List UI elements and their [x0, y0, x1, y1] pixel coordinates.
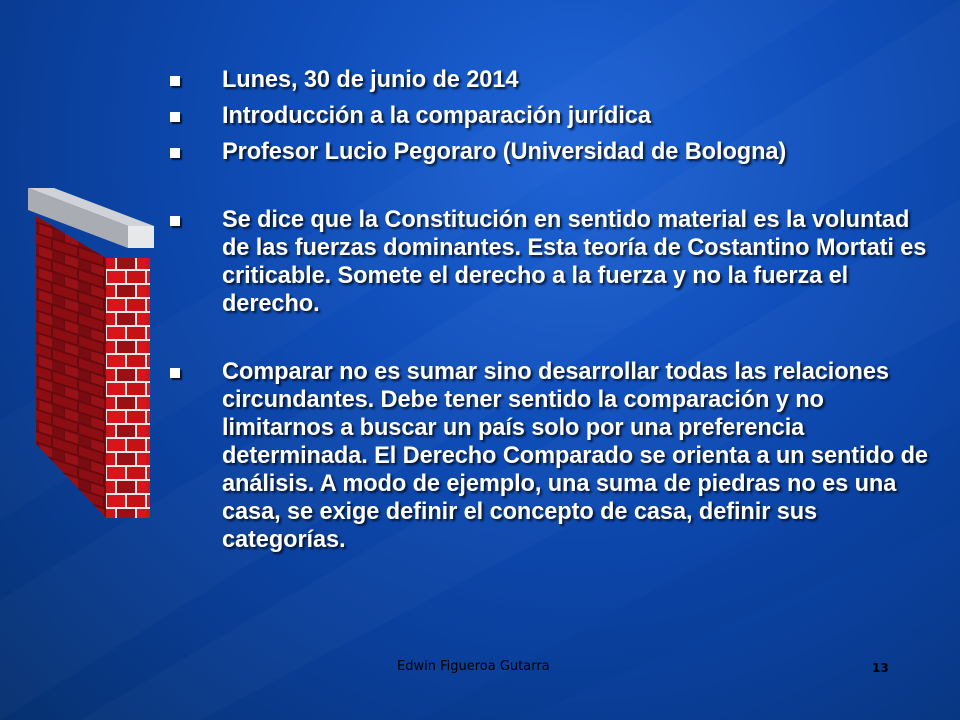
square-bullet-icon: [170, 368, 180, 378]
bullet-text: Profesor Lucio Pegoraro (Universidad de Bologna): [222, 139, 787, 165]
bullet-comparison: [170, 358, 940, 554]
bullet-constitution: [170, 206, 940, 318]
square-bullet-icon: [170, 216, 180, 226]
slide-number: 13: [872, 661, 889, 675]
bullet-date: [170, 66, 940, 94]
brick-wall-image: [26, 186, 156, 526]
bullet-text: Comparar no es sumar sino desarrollar todas las relaciones circundantes. Debe tener sentido la comparación y no limitarnos a buscar un país solo por una preferencia determinada. El Derecho Comparado se orienta a un sentido de análisis. A modo de ejemplo, una suma de piedras no es una casa, se exige definir el concepto de casa, definir sus categorías.: [222, 359, 928, 553]
bullet-text: Lunes, 30 de junio de 2014: [222, 67, 519, 93]
square-bullet-icon: [170, 76, 180, 86]
bullet-list: [170, 66, 940, 554]
footer-author: Edwin Figueroa Gutarra: [397, 659, 550, 674]
bullet-professor: [170, 138, 940, 166]
bullet-topic: [170, 102, 940, 130]
bullet-text: Introducción a la comparación jurídica: [222, 103, 651, 129]
square-bullet-icon: [170, 112, 180, 122]
square-bullet-icon: [170, 148, 180, 158]
bullet-text: Se dice que la Constitución en sentido material es la voluntad de las fuerzas dominantes. Esta teoría de Costantino Mortati es criticable. Somete el derecho a la fuerza y no la fuerza el derecho.: [222, 207, 927, 317]
